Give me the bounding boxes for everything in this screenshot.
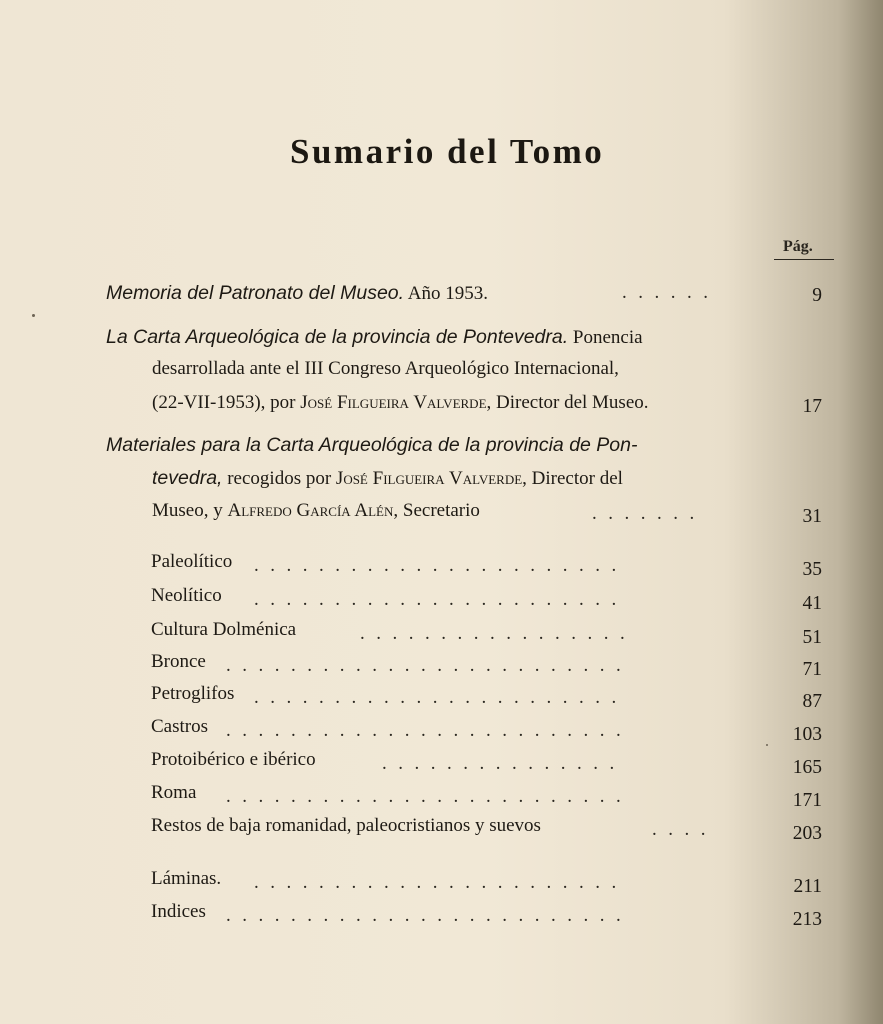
- page-number: 41: [802, 593, 822, 614]
- author-name: Alfredo García Alén: [227, 500, 394, 521]
- page-number: 9: [812, 285, 822, 306]
- entry-title: Memoria del Patronato del Museo.: [106, 282, 405, 304]
- page-number: 87: [802, 691, 822, 712]
- page-number: 213: [792, 909, 822, 930]
- leader-dots: .........................: [226, 655, 633, 676]
- entry-rest: Ponencia: [568, 327, 643, 348]
- leader-dots: .......................: [254, 589, 628, 610]
- author-name: José Filgueira Valverde: [335, 468, 523, 489]
- appendix-label: Indices: [151, 901, 206, 922]
- toc-entry-memoria: [106, 282, 488, 312]
- author-name: José Filgueira Valverde: [300, 392, 487, 413]
- page-number: 103: [792, 724, 822, 745]
- entry-line: , Director del: [522, 468, 623, 489]
- entry-title: tevedra,: [152, 467, 223, 489]
- leader-dots: .......................: [254, 555, 628, 576]
- page-number: 71: [802, 659, 822, 680]
- entry-line: , Secretario: [393, 500, 480, 521]
- leader-dots: .................: [360, 623, 637, 644]
- entry-continuation: [152, 467, 623, 497]
- leader-dots: .......................: [254, 872, 628, 893]
- subentry-label: Neolítico: [151, 585, 222, 606]
- entry-line: (22-VII-1953), por: [152, 392, 301, 413]
- page-number: 211: [793, 876, 822, 897]
- entry-line: desarrollada ante el III Congreso Arqueológico Internacional,: [152, 358, 619, 379]
- subentry-label: Roma: [151, 782, 197, 803]
- leader-dots: ....: [652, 819, 717, 840]
- page-number: 31: [802, 506, 822, 527]
- page-number: 35: [802, 559, 822, 580]
- leader-dots: ......: [622, 282, 720, 303]
- subentry-label: Castros: [151, 716, 208, 737]
- entry-continuation: [152, 500, 480, 530]
- entry-line: recogidos por: [222, 468, 336, 489]
- entry-title: La Carta Arqueológica de la provincia de Pontevedra.: [106, 326, 569, 348]
- page-number: 165: [792, 757, 822, 778]
- entry-line: Museo, y: [152, 500, 228, 521]
- subentry-label: Restos de baja romanidad, paleocristianos y suevos: [151, 815, 541, 836]
- page-number: 17: [802, 396, 822, 417]
- subentry-label: Cultura Dolménica: [151, 619, 297, 640]
- page-number: 203: [792, 823, 822, 844]
- subentry-label: Petroglifos: [151, 683, 235, 704]
- entry-continuation: [152, 392, 649, 422]
- entry-rest: Año 1953.: [404, 283, 489, 304]
- page-number: 171: [792, 790, 822, 811]
- leader-dots: .........................: [226, 905, 633, 926]
- entry-line: , Director del Museo.: [486, 392, 649, 413]
- subentry-label: Bronce: [151, 651, 206, 672]
- leader-dots: ...............: [382, 753, 626, 774]
- leader-dots: .........................: [226, 720, 633, 741]
- leader-dots: .......................: [254, 687, 628, 708]
- leader-dots: .........................: [226, 786, 633, 807]
- page-number: 51: [802, 627, 822, 648]
- subentry-label: Paleolítico: [151, 551, 233, 572]
- entry-title: Materiales para la Carta Arqueológica de la provincia de Pon-: [106, 434, 638, 456]
- subentry-label: Protoibérico e ibérico: [151, 749, 316, 770]
- page-column-rule: [774, 259, 834, 260]
- entry-continuation: [152, 358, 619, 388]
- toc-entry-carta: [106, 326, 643, 356]
- appendix-label: Láminas.: [151, 868, 222, 889]
- page-column-label: Pág.: [783, 238, 813, 255]
- paper-speck: [32, 314, 35, 317]
- paper-speck: [766, 744, 768, 746]
- toc-entry-materiales: [106, 434, 638, 464]
- page-title: Sumario del Tomo: [290, 132, 605, 171]
- leader-dots: .......: [592, 503, 706, 524]
